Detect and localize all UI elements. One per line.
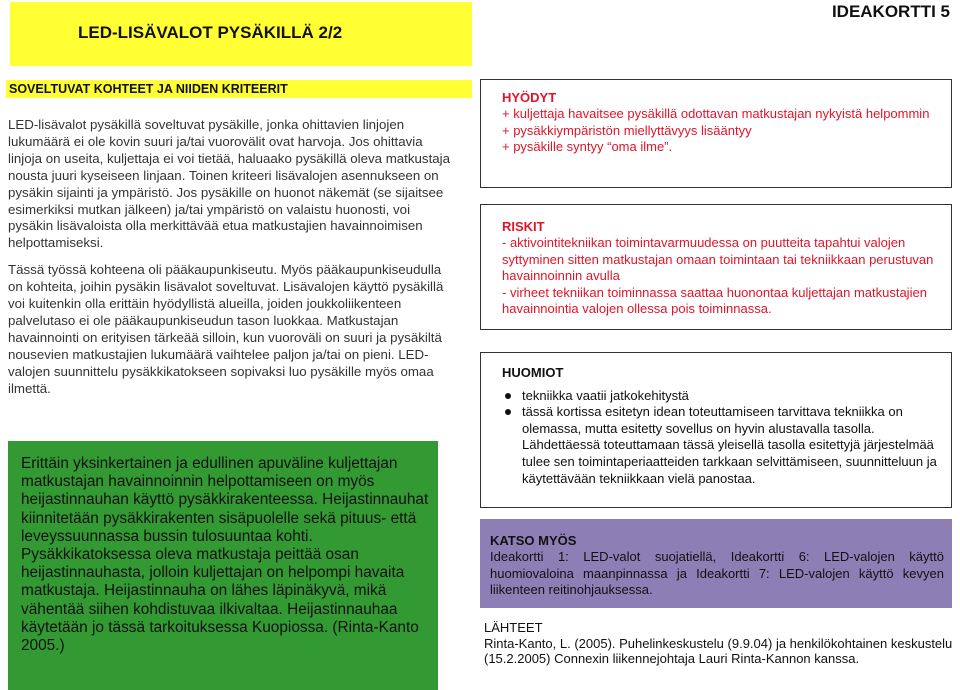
risks-box <box>480 204 952 330</box>
notes-title: HUOMIOT <box>502 365 564 380</box>
benefits-title: HYÖDYT <box>502 90 557 105</box>
bullet-icon <box>505 393 511 399</box>
sources <box>484 620 954 667</box>
see-also-text: Ideakortti 1: LED-valot suojatiellä, Ideakortti 6: LED-valojen käyttö huomiovaloina maanpinnassa ja Ideakortti 7: LED-valojen käyttö kevyen liikenteen reitinohjauksessa. <box>490 549 944 598</box>
note-text: tekniikka vaatii jatkokehitystä <box>522 387 689 403</box>
criteria-text <box>8 117 458 408</box>
page-title: LED-LISÄVALOT PYSÄKILLÄ 2/2 <box>78 23 343 42</box>
sources-title: LÄHTEET <box>484 620 543 635</box>
sources-text: Rinta-Kanto, L. (2005). Puhelinkeskustelu (9.9.04) ja henkilökohtainen keskustelu (15.2.2005) Connexin liikennejohtaja Lauri Rinta-Kannon kanssa. <box>484 635 953 667</box>
risk-line: - aktivointitekniikan toimintavarmuudessa on puutteita tapahtui valojen syttyminen sitten matkustajan omaan toimintaan tai tekniikkaan perustuvan havainnoinnin avulla <box>502 235 934 284</box>
card-number: IDEAKORTTI 5 <box>831 2 950 21</box>
notes-list <box>502 388 951 488</box>
notes-box <box>480 352 952 508</box>
criteria-paragraph-1: LED-lisävalot pysäkillä soveltuvat pysäkille, jonka ohittavien linjojen lukumäärä ei ole kovin suuri ja/tai vuorovälit ovat harvoja. Jos ohittavia linjoja on useita, kuljettaja ei voi tietää, haluaako pysäkillä oleva matkustaja nousta juuri kyseiseen linjaan. Toinen kriteeri lisävalojen asennukseen on pysäkin sijainti ja ympäristö. Jos pysäkille on huonot näkemät (se sijaitsee esimerkiksi mutkan jälkeen) ja/tai ympäristö on valaistu huonosti, voi pysäkin lisävaloista olla merkittävää etua matkustajien havainnoimisen helpottamiseksi. <box>8 117 451 251</box>
highlight-text: Erittäin yksinkertainen ja edullinen apuväline kuljettajan matkustajan havainnoinnin helpottamiseen on myös heijastinnauhan käyttö pysäkkirakenteessa. Heijastinnauhat kiinnitetään pysäkkirakenten sisäpuolelle sekä pituus- että leveyssuunnassa bussin tulosuuntaa kohti. Pysäkkikatoksessa oleva matkustaja peittää osan heijastinnauhasta, jolloin kuljettajan on helpompi havaita matkustaja. Heijastinnauha on lähes läpinäkyvä, mikä vähentää siihen kohdistuvaa ilkivaltaa. Heijastinnauhaa käytetään jo tässä tarkoituksessa Kuopiossa. (Rinta-Kanto 2005.) <box>21 455 429 655</box>
list-item <box>502 404 951 487</box>
risks-title: RISKIT <box>502 219 545 234</box>
highlight-box <box>8 441 438 690</box>
section-title: SOVELTUVAT KOHTEET JA NIIDEN KRITEERIT <box>6 80 472 98</box>
benefit-line: + pysäkkiympäristön miellyttävyys lisääntyy <box>502 122 752 138</box>
risk-line: - virheet tekniikan toiminnassa saattaa huonontaa kuljettajan matkustajien havainnointia valojen ollessa pois toiminnassa. <box>502 284 927 317</box>
bullet-icon <box>505 409 511 415</box>
benefit-line: + pysäkille syntyy “oma ilme”. <box>502 139 673 155</box>
list-item <box>502 388 951 405</box>
benefit-line: + kuljettaja havaitsee pysäkillä odottavan matkustajan nykyistä helpommin <box>502 106 930 122</box>
criteria-paragraph-2: Tässä työssä kohteena oli pääkaupunkiseutu. Myös pääkaupunkiseudulla on kohteita, joihin pysäkin lisävalot soveltuvat. Lisävalojen käyttö pysäkillä voi kuitenkin olla erittäin hyödyllistä alueilla, joiden joukkoliikenteen palvelutaso ei ole pääkaupunkiseudun tason luokkaa. Matkustajan havainnointi on erityisen tärkeää silloin, kun vuoroväli on suuri ja pysäkiltä nousevien matkustajien lukumäärä vaihtelee paljon ja/tai on pieni. LED-valojen suunnittelu pysäkkikatokseen sopivaksi luo pysäkille myös omaa ilmettä. <box>8 262 444 396</box>
benefits-box <box>480 79 952 188</box>
note-text: tässä kortissa esitetyn idean toteuttamiseen tarvittava tekniikka on olemassa, mutta esitetty sovellus on hyvin alustavalla tasolla. Lähdettäessä toteuttamaan tässä yleisellä tasolla esitettyjä järjestelmää tulee sen toimintaperiaatteiden tarkkaan selvittämiseen, suunnitteluun ja käytettävään tekniikkaan vielä panostaa. <box>522 404 937 486</box>
see-also-box <box>480 519 952 608</box>
see-also-title: KATSO MYÖS <box>490 533 577 548</box>
